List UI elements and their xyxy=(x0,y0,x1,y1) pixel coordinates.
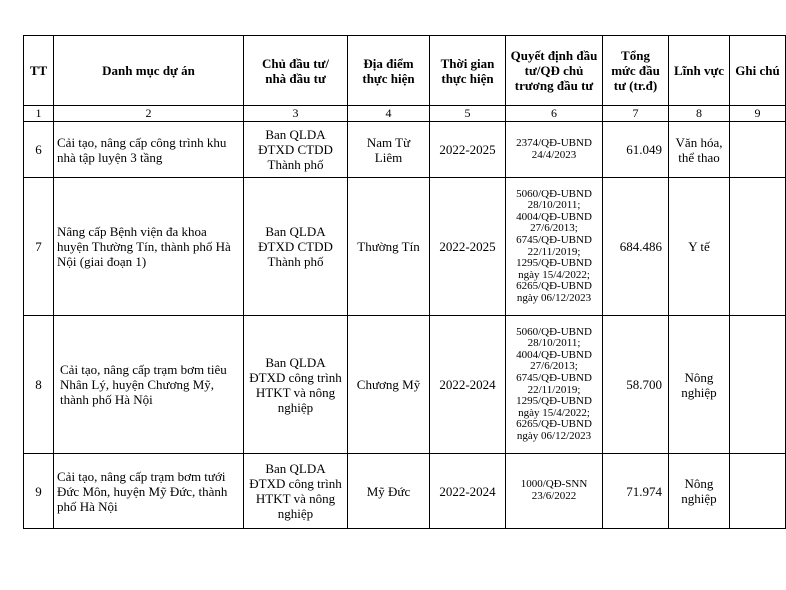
header-decision: Quyết định đầu tư/QĐ chủ trương đầu tư xyxy=(506,36,603,106)
decision-line: 4004/QĐ-UBND xyxy=(516,210,592,223)
col-number: 1 xyxy=(24,106,54,122)
decision-line: 22/11/2019; xyxy=(527,245,581,258)
row-project-name: Cải tạo, nâng cấp trạm bơm tiêu Nhân Lý, huyện Chương Mỹ, thành phố Hà Nội xyxy=(54,316,244,454)
row-decision xyxy=(506,122,603,178)
row-total: 71.974 xyxy=(603,454,669,529)
decision-line: 6745/QĐ-UBND xyxy=(516,371,592,384)
row-owner: Ban QLDA ĐTXD CTDD Thành phố xyxy=(244,178,348,316)
table-row xyxy=(24,122,786,178)
row-note xyxy=(730,178,786,316)
col-number: 4 xyxy=(348,106,430,122)
row-decision xyxy=(506,178,603,316)
decision-line: 23/6/2022 xyxy=(531,490,577,502)
header-tt: TT xyxy=(24,36,54,106)
decision-line: 27/6/2013; xyxy=(530,360,578,373)
row-decision xyxy=(506,316,603,454)
decision-line: 28/10/2011; xyxy=(527,199,581,212)
decision-line: 27/6/2013; xyxy=(530,222,578,235)
decision-line: 1000/QĐ-SNN xyxy=(520,478,588,491)
decision-line: 24/4/2023 xyxy=(531,148,577,161)
col-number: 9 xyxy=(730,106,786,122)
table-row xyxy=(24,316,786,454)
col-number: 2 xyxy=(54,106,244,122)
row-field: Nông nghiệp xyxy=(669,454,730,529)
col-number: 6 xyxy=(506,106,603,122)
row-location: Mỹ Đức xyxy=(348,454,430,529)
decision-line: 6745/QĐ-UBND xyxy=(516,233,592,246)
row-time: 2022-2025 xyxy=(430,122,506,178)
row-time: 2022-2025 xyxy=(430,178,506,316)
decision-line: 1295/QĐ-UBND xyxy=(516,257,592,270)
row-note xyxy=(730,316,786,454)
row-decision xyxy=(506,454,603,529)
table-row xyxy=(24,454,786,529)
row-location: Nam Từ Liêm xyxy=(348,122,430,178)
row-location: Thường Tín xyxy=(348,178,430,316)
row-time: 2022-2024 xyxy=(430,316,506,454)
decision-line: ngày 15/4/2022; xyxy=(518,268,590,281)
decision-line: 1295/QĐ-UBND xyxy=(516,395,592,408)
header-row xyxy=(24,36,786,106)
row-total: 58.700 xyxy=(603,316,669,454)
row-total: 684.486 xyxy=(603,178,669,316)
decision-line: 6265/QĐ-UBND xyxy=(516,280,592,293)
decision-line: 5060/QĐ-UBND xyxy=(516,325,592,338)
row-note xyxy=(730,122,786,178)
header-total: Tổng mức đầu tư (tr.đ) xyxy=(603,36,669,106)
decision-line: 6265/QĐ-UBND xyxy=(516,418,592,431)
table-row xyxy=(24,178,786,316)
col-number: 3 xyxy=(244,106,348,122)
header-time: Thời gian thực hiện xyxy=(430,36,506,106)
decision-line: ngày 06/12/2023 xyxy=(516,429,592,442)
decision-line: 4004/QĐ-UBND xyxy=(516,348,592,361)
decision-line: 5060/QĐ-UBND xyxy=(516,187,592,200)
row-total: 61.049 xyxy=(603,122,669,178)
row-tt: 8 xyxy=(24,316,54,454)
header-owner: Chủ đầu tư/ nhà đầu tư xyxy=(244,36,348,106)
row-location: Chương Mỹ xyxy=(348,316,430,454)
row-field: Y tế xyxy=(669,178,730,316)
decision-line: 2374/QĐ-UBND xyxy=(516,136,592,149)
row-owner: Ban QLDA ĐTXD công trình HTKT và nông nghiệp xyxy=(244,454,348,529)
header-location: Địa điểm thực hiện xyxy=(348,36,430,106)
header-field: Lĩnh vực xyxy=(669,36,730,106)
col-number: 7 xyxy=(603,106,669,122)
row-tt: 9 xyxy=(24,454,54,529)
project-table xyxy=(23,35,786,529)
row-note xyxy=(730,454,786,529)
decision-line: ngày 06/12/2023 xyxy=(516,291,592,304)
row-tt: 6 xyxy=(24,122,54,178)
column-number-row xyxy=(24,106,786,122)
row-time: 2022-2024 xyxy=(430,454,506,529)
header-note: Ghi chú xyxy=(730,36,786,106)
col-number: 5 xyxy=(430,106,506,122)
row-owner: Ban QLDA ĐTXD công trình HTKT và nông nghiệp xyxy=(244,316,348,454)
header-project-name: Danh mục dự án xyxy=(54,36,244,106)
decision-line: ngày 15/4/2022; xyxy=(518,406,590,419)
decision-line: 28/10/2011; xyxy=(527,337,581,350)
row-field: Nông nghiệp xyxy=(669,316,730,454)
row-owner: Ban QLDA ĐTXD CTDD Thành phố xyxy=(244,122,348,178)
row-project-name: Cải tạo, nâng cấp trạm bơm tưới Đức Môn, huyện Mỹ Đức, thành phố Hà Nội xyxy=(54,454,244,529)
row-project-name: Cải tạo, nâng cấp công trình khu nhà tập luyện 3 tầng xyxy=(54,122,244,178)
col-number: 8 xyxy=(669,106,730,122)
row-project-name: Nâng cấp Bệnh viện đa khoa huyện Thường Tín, thành phố Hà Nội (giai đoạn 1) xyxy=(54,178,244,316)
decision-line: 22/11/2019; xyxy=(527,383,581,396)
row-field: Văn hóa, thể thao xyxy=(669,122,730,178)
row-tt: 7 xyxy=(24,178,54,316)
